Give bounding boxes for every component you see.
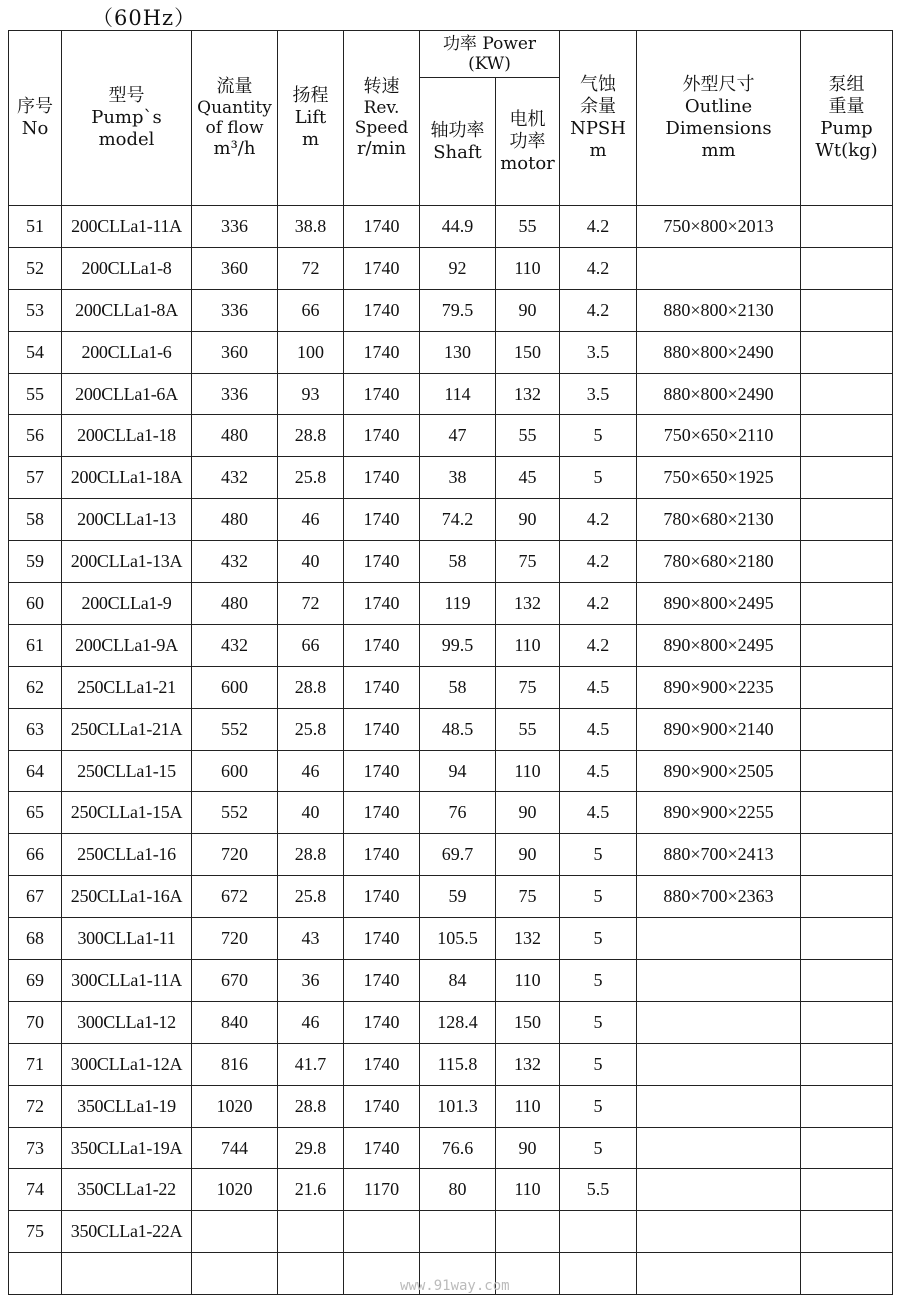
cell-motor-power: 90: [496, 499, 560, 541]
cell-lift: 36: [278, 960, 344, 1002]
cell-no: 63: [9, 708, 62, 750]
cell-npsh: 4.5: [560, 750, 637, 792]
cell-speed: 1740: [344, 331, 420, 373]
cell-speed: 1740: [344, 373, 420, 415]
cell-motor-power: 90: [496, 792, 560, 834]
cell-shaft-power: 105.5: [420, 918, 496, 960]
cell-dimensions: 890×900×2235: [637, 666, 801, 708]
cell-model: 300CLLa1-12: [62, 1001, 192, 1043]
cell-flow: 840: [192, 1001, 278, 1043]
cell-speed: 1740: [344, 1001, 420, 1043]
table-row: [9, 206, 893, 248]
table-row: [9, 750, 893, 792]
cell-speed: 1740: [344, 499, 420, 541]
cell-motor-power: 55: [496, 206, 560, 248]
cell-weight: [801, 206, 893, 248]
cell-motor-power: 150: [496, 1001, 560, 1043]
table-row: [9, 960, 893, 1002]
cell-weight: [801, 918, 893, 960]
cell-motor-power: 90: [496, 289, 560, 331]
cell-lift: [278, 1211, 344, 1253]
cell-model: 300CLLa1-11: [62, 918, 192, 960]
cell-shaft-power: 101.3: [420, 1085, 496, 1127]
cell-weight: [801, 876, 893, 918]
table-row: [9, 1127, 893, 1169]
table-row: [9, 373, 893, 415]
table-row: [9, 541, 893, 583]
cell-shaft-power: 47: [420, 415, 496, 457]
header-shaft-power: 轴功率 Shaft: [420, 78, 496, 206]
cell-speed: 1740: [344, 415, 420, 457]
cell-flow: 360: [192, 247, 278, 289]
cell-npsh: [560, 1253, 637, 1295]
cell-lift: 28.8: [278, 834, 344, 876]
cell-model: 300CLLa1-11A: [62, 960, 192, 1002]
table-row: [9, 289, 893, 331]
cell-lift: 25.8: [278, 876, 344, 918]
cell-lift: 38.8: [278, 206, 344, 248]
header-lift: 扬程 Lift m: [278, 31, 344, 206]
cell-dimensions: [637, 1127, 801, 1169]
cell-speed: 1740: [344, 960, 420, 1002]
cell-lift: 66: [278, 624, 344, 666]
cell-npsh: 5: [560, 876, 637, 918]
cell-motor-power: 45: [496, 457, 560, 499]
cell-motor-power: 90: [496, 1127, 560, 1169]
cell-weight: [801, 583, 893, 625]
cell-shaft-power: 79.5: [420, 289, 496, 331]
cell-motor-power: 75: [496, 541, 560, 583]
cell-flow: 552: [192, 792, 278, 834]
cell-weight: [801, 541, 893, 583]
cell-shaft-power: 99.5: [420, 624, 496, 666]
table-body: [9, 206, 893, 1295]
cell-weight: [801, 708, 893, 750]
cell-model: 250CLLa1-16A: [62, 876, 192, 918]
cell-dimensions: [637, 960, 801, 1002]
table-row: [9, 708, 893, 750]
cell-motor-power: 110: [496, 750, 560, 792]
table-row: [9, 583, 893, 625]
header-dimensions: 外型尺寸 Outline Dimensions mm: [637, 31, 801, 206]
header-model: 型号 Pump`s model: [62, 31, 192, 206]
cell-motor-power: 132: [496, 918, 560, 960]
cell-no: 67: [9, 876, 62, 918]
cell-shaft-power: 58: [420, 541, 496, 583]
table-row: [9, 666, 893, 708]
cell-flow: [192, 1253, 278, 1295]
cell-model: 200CLLa1-18A: [62, 457, 192, 499]
cell-shaft-power: 38: [420, 457, 496, 499]
cell-lift: 29.8: [278, 1127, 344, 1169]
cell-motor-power: [496, 1211, 560, 1253]
table-row: [9, 1169, 893, 1211]
cell-weight: [801, 1043, 893, 1085]
cell-shaft-power: 44.9: [420, 206, 496, 248]
table-row: [9, 499, 893, 541]
cell-shaft-power: 119: [420, 583, 496, 625]
cell-lift: 41.7: [278, 1043, 344, 1085]
cell-flow: 480: [192, 415, 278, 457]
table-row: [9, 918, 893, 960]
cell-flow: 336: [192, 373, 278, 415]
cell-speed: 1740: [344, 666, 420, 708]
table-row: [9, 792, 893, 834]
cell-npsh: 5: [560, 918, 637, 960]
cell-motor-power: 90: [496, 834, 560, 876]
cell-motor-power: 55: [496, 415, 560, 457]
cell-motor-power: 110: [496, 1085, 560, 1127]
cell-lift: 93: [278, 373, 344, 415]
cell-npsh: 4.2: [560, 583, 637, 625]
cell-model: 350CLLa1-19A: [62, 1127, 192, 1169]
cell-weight: [801, 666, 893, 708]
cell-flow: 480: [192, 499, 278, 541]
cell-shaft-power: 80: [420, 1169, 496, 1211]
table-row: [9, 415, 893, 457]
cell-lift: 40: [278, 792, 344, 834]
cell-dimensions: [637, 1211, 801, 1253]
cell-shaft-power: [420, 1211, 496, 1253]
cell-flow: 432: [192, 624, 278, 666]
cell-motor-power: 150: [496, 331, 560, 373]
cell-model: 250CLLa1-15: [62, 750, 192, 792]
cell-lift: 72: [278, 583, 344, 625]
cell-dimensions: 750×800×2013: [637, 206, 801, 248]
cell-flow: 744: [192, 1127, 278, 1169]
cell-no: 61: [9, 624, 62, 666]
cell-motor-power: 110: [496, 624, 560, 666]
cell-no: 59: [9, 541, 62, 583]
cell-weight: [801, 960, 893, 1002]
cell-model: 250CLLa1-16: [62, 834, 192, 876]
cell-model: 250CLLa1-21A: [62, 708, 192, 750]
cell-lift: 25.8: [278, 708, 344, 750]
watermark: www.91way.com: [400, 1278, 510, 1294]
cell-model: 300CLLa1-12A: [62, 1043, 192, 1085]
cell-flow: 600: [192, 666, 278, 708]
cell-motor-power: 75: [496, 666, 560, 708]
cell-model: 200CLLa1-9A: [62, 624, 192, 666]
cell-dimensions: 880×800×2490: [637, 331, 801, 373]
cell-shaft-power: 48.5: [420, 708, 496, 750]
cell-shaft-power: 94: [420, 750, 496, 792]
cell-shaft-power: 58: [420, 666, 496, 708]
cell-npsh: 5: [560, 1085, 637, 1127]
cell-dimensions: [637, 247, 801, 289]
cell-no: 73: [9, 1127, 62, 1169]
cell-flow: 552: [192, 708, 278, 750]
cell-model: 200CLLa1-13A: [62, 541, 192, 583]
cell-model: 200CLLa1-6A: [62, 373, 192, 415]
cell-speed: 1740: [344, 624, 420, 666]
cell-lift: 28.8: [278, 1085, 344, 1127]
cell-lift: 66: [278, 289, 344, 331]
cell-dimensions: [637, 1169, 801, 1211]
table-row: [9, 457, 893, 499]
cell-no: 65: [9, 792, 62, 834]
cell-model: 200CLLa1-13: [62, 499, 192, 541]
cell-model: 250CLLa1-21: [62, 666, 192, 708]
cell-dimensions: 880×700×2413: [637, 834, 801, 876]
cell-weight: [801, 792, 893, 834]
cell-dimensions: 780×680×2130: [637, 499, 801, 541]
cell-npsh: 4.2: [560, 624, 637, 666]
header-weight: 泵组 重量 Pump Wt(kg): [801, 31, 893, 206]
cell-no: 64: [9, 750, 62, 792]
cell-npsh: 4.2: [560, 247, 637, 289]
cell-weight: [801, 1127, 893, 1169]
cell-flow: 1020: [192, 1085, 278, 1127]
table-row: [9, 624, 893, 666]
cell-model: 200CLLa1-9: [62, 583, 192, 625]
cell-lift: 46: [278, 499, 344, 541]
cell-dimensions: [637, 1085, 801, 1127]
cell-flow: [192, 1211, 278, 1253]
cell-model: 200CLLa1-11A: [62, 206, 192, 248]
table-row: [9, 1085, 893, 1127]
cell-dimensions: 890×900×2505: [637, 750, 801, 792]
cell-dimensions: 890×900×2255: [637, 792, 801, 834]
cell-speed: 1740: [344, 289, 420, 331]
header-power: 功率 Power (KW): [420, 31, 560, 78]
cell-weight: [801, 247, 893, 289]
cell-flow: 672: [192, 876, 278, 918]
cell-weight: [801, 1085, 893, 1127]
cell-dimensions: 880×800×2130: [637, 289, 801, 331]
table-caption: （60Hz）: [92, 6, 197, 30]
cell-dimensions: 780×680×2180: [637, 541, 801, 583]
header-motor-power: 电机 功率 motor: [496, 78, 560, 206]
cell-dimensions: 750×650×2110: [637, 415, 801, 457]
cell-shaft-power: 114: [420, 373, 496, 415]
cell-speed: 1740: [344, 457, 420, 499]
table-row: [9, 834, 893, 876]
cell-model: [62, 1253, 192, 1295]
table-header: [9, 31, 893, 206]
cell-dimensions: 890×800×2495: [637, 624, 801, 666]
cell-npsh: 3.5: [560, 373, 637, 415]
cell-lift: 100: [278, 331, 344, 373]
cell-flow: 432: [192, 541, 278, 583]
cell-flow: 360: [192, 331, 278, 373]
cell-lift: 28.8: [278, 415, 344, 457]
cell-weight: [801, 1253, 893, 1295]
cell-flow: 432: [192, 457, 278, 499]
cell-npsh: 5: [560, 1127, 637, 1169]
cell-lift: 72: [278, 247, 344, 289]
cell-npsh: 5: [560, 457, 637, 499]
cell-weight: [801, 1001, 893, 1043]
cell-speed: 1740: [344, 541, 420, 583]
cell-no: 55: [9, 373, 62, 415]
cell-no: 56: [9, 415, 62, 457]
cell-npsh: 4.5: [560, 666, 637, 708]
cell-flow: 816: [192, 1043, 278, 1085]
cell-no: 57: [9, 457, 62, 499]
cell-lift: 46: [278, 1001, 344, 1043]
cell-shaft-power: 59: [420, 876, 496, 918]
cell-weight: [801, 1169, 893, 1211]
table-row: [9, 331, 893, 373]
cell-model: 200CLLa1-8A: [62, 289, 192, 331]
cell-speed: 1740: [344, 1127, 420, 1169]
cell-dimensions: [637, 918, 801, 960]
cell-no: 71: [9, 1043, 62, 1085]
cell-no: 60: [9, 583, 62, 625]
cell-speed: 1740: [344, 708, 420, 750]
cell-model: 200CLLa1-18: [62, 415, 192, 457]
cell-speed: 1740: [344, 247, 420, 289]
cell-motor-power: 110: [496, 247, 560, 289]
cell-speed: 1740: [344, 1043, 420, 1085]
cell-dimensions: 880×700×2363: [637, 876, 801, 918]
cell-model: 200CLLa1-8: [62, 247, 192, 289]
header-flow: 流量 Quantity of flow m³/h: [192, 31, 278, 206]
cell-flow: 720: [192, 918, 278, 960]
cell-speed: 1170: [344, 1169, 420, 1211]
cell-shaft-power: 92: [420, 247, 496, 289]
cell-shaft-power: 69.7: [420, 834, 496, 876]
cell-weight: [801, 415, 893, 457]
cell-no: 70: [9, 1001, 62, 1043]
cell-motor-power: 132: [496, 1043, 560, 1085]
cell-shaft-power: 128.4: [420, 1001, 496, 1043]
cell-shaft-power: 74.2: [420, 499, 496, 541]
cell-model: 350CLLa1-22: [62, 1169, 192, 1211]
cell-motor-power: 132: [496, 373, 560, 415]
cell-flow: 720: [192, 834, 278, 876]
cell-npsh: 4.2: [560, 289, 637, 331]
cell-shaft-power: 115.8: [420, 1043, 496, 1085]
cell-no: 58: [9, 499, 62, 541]
cell-no: 62: [9, 666, 62, 708]
table-row: [9, 876, 893, 918]
table-row: [9, 247, 893, 289]
cell-weight: [801, 499, 893, 541]
cell-speed: 1740: [344, 834, 420, 876]
cell-model: 250CLLa1-15A: [62, 792, 192, 834]
cell-npsh: 4.5: [560, 792, 637, 834]
cell-lift: 40: [278, 541, 344, 583]
table-row: [9, 1043, 893, 1085]
cell-shaft-power: 130: [420, 331, 496, 373]
cell-motor-power: 110: [496, 1169, 560, 1211]
cell-npsh: 5: [560, 1043, 637, 1085]
cell-npsh: 5: [560, 960, 637, 1002]
cell-speed: [344, 1211, 420, 1253]
cell-npsh: [560, 1211, 637, 1253]
cell-no: 68: [9, 918, 62, 960]
cell-dimensions: 750×650×1925: [637, 457, 801, 499]
cell-dimensions: [637, 1001, 801, 1043]
cell-model: 350CLLa1-22A: [62, 1211, 192, 1253]
cell-no: [9, 1253, 62, 1295]
cell-weight: [801, 1211, 893, 1253]
cell-flow: 600: [192, 750, 278, 792]
cell-no: 54: [9, 331, 62, 373]
cell-speed: 1740: [344, 206, 420, 248]
cell-npsh: 3.5: [560, 331, 637, 373]
cell-npsh: 4.5: [560, 708, 637, 750]
cell-flow: 1020: [192, 1169, 278, 1211]
cell-npsh: 5: [560, 1001, 637, 1043]
cell-no: 69: [9, 960, 62, 1002]
cell-flow: 336: [192, 289, 278, 331]
cell-speed: 1740: [344, 583, 420, 625]
cell-weight: [801, 331, 893, 373]
cell-speed: 1740: [344, 750, 420, 792]
cell-dimensions: 880×800×2490: [637, 373, 801, 415]
cell-speed: 1740: [344, 792, 420, 834]
cell-npsh: 5: [560, 834, 637, 876]
cell-motor-power: 132: [496, 583, 560, 625]
cell-dimensions: 890×900×2140: [637, 708, 801, 750]
cell-lift: 46: [278, 750, 344, 792]
cell-weight: [801, 624, 893, 666]
cell-shaft-power: 84: [420, 960, 496, 1002]
cell-motor-power: 55: [496, 708, 560, 750]
header-no: 序号 No: [9, 31, 62, 206]
cell-dimensions: 890×800×2495: [637, 583, 801, 625]
table-row: [9, 1001, 893, 1043]
cell-no: 51: [9, 206, 62, 248]
cell-flow: 336: [192, 206, 278, 248]
cell-npsh: 4.2: [560, 541, 637, 583]
cell-no: 75: [9, 1211, 62, 1253]
cell-model: 350CLLa1-19: [62, 1085, 192, 1127]
table-row: [9, 1211, 893, 1253]
cell-no: 74: [9, 1169, 62, 1211]
cell-no: 52: [9, 247, 62, 289]
header-npsh: 气蚀 余量 NPSH m: [560, 31, 637, 206]
cell-speed: 1740: [344, 876, 420, 918]
cell-flow: 670: [192, 960, 278, 1002]
cell-dimensions: [637, 1043, 801, 1085]
cell-lift: 25.8: [278, 457, 344, 499]
cell-motor-power: 110: [496, 960, 560, 1002]
cell-speed: 1740: [344, 918, 420, 960]
cell-lift: 28.8: [278, 666, 344, 708]
header-speed: 转速 Rev. Speed r/min: [344, 31, 420, 206]
cell-flow: 480: [192, 583, 278, 625]
cell-weight: [801, 750, 893, 792]
cell-npsh: 5.5: [560, 1169, 637, 1211]
cell-speed: 1740: [344, 1085, 420, 1127]
pump-spec-table: [8, 30, 893, 1295]
cell-npsh: 4.2: [560, 499, 637, 541]
cell-lift: [278, 1253, 344, 1295]
cell-weight: [801, 289, 893, 331]
cell-shaft-power: 76: [420, 792, 496, 834]
cell-npsh: 5: [560, 415, 637, 457]
cell-no: 53: [9, 289, 62, 331]
cell-npsh: 4.2: [560, 206, 637, 248]
cell-weight: [801, 457, 893, 499]
cell-motor-power: 75: [496, 876, 560, 918]
cell-weight: [801, 834, 893, 876]
cell-shaft-power: 76.6: [420, 1127, 496, 1169]
cell-dimensions: [637, 1253, 801, 1295]
cell-no: 72: [9, 1085, 62, 1127]
cell-lift: 43: [278, 918, 344, 960]
cell-lift: 21.6: [278, 1169, 344, 1211]
cell-no: 66: [9, 834, 62, 876]
cell-model: 200CLLa1-6: [62, 331, 192, 373]
cell-weight: [801, 373, 893, 415]
